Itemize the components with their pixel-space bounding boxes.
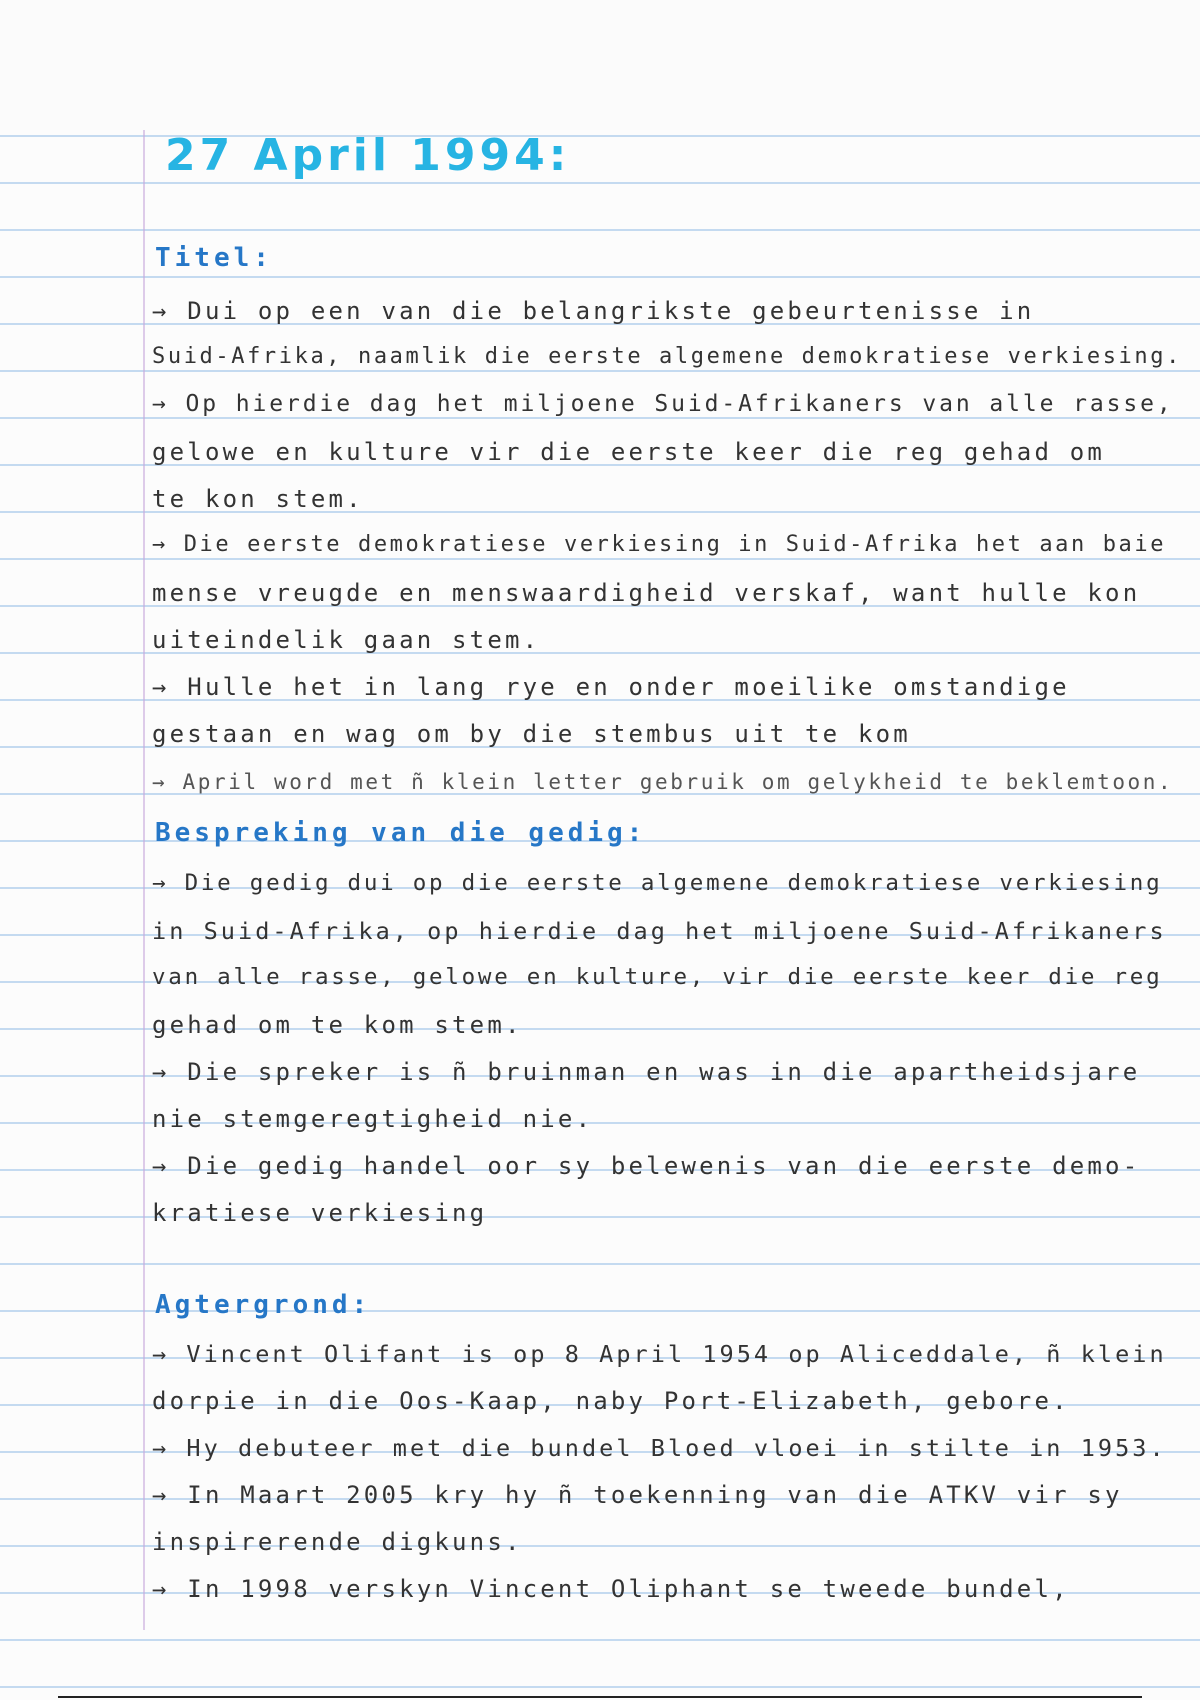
text-line: → In Maart 2005 kry hy ñ toekenning van die ATKV vir sy [152, 1481, 1123, 1509]
text-line: gehad om te kom stem. [152, 1011, 523, 1039]
text-line: → Die gedig handel oor sy belewenis van die eerste demo- [152, 1152, 1141, 1180]
text-line: gestaan en wag om by die stembus uit te kom [152, 720, 911, 748]
text-line: → Die spreker is ñ bruinman en was in die apartheidsjare [152, 1058, 1141, 1086]
text-line: → April word met ñ klein letter gebruik om gelykheid te beklemtoon. [152, 770, 1174, 794]
text-line: → Vincent Olifant is op 8 April 1954 op Aliceddale, ñ klein [152, 1340, 1167, 1368]
text-line: → Die eerste demokratiese verkiesing in Suid-Afrika het aan baie [152, 532, 1167, 557]
text-line: kratiese verkiesing [152, 1199, 488, 1227]
text-line: → Op hierdie dag het miljoene Suid-Afrikaners van alle rasse, [152, 391, 1174, 417]
bottom-rule [58, 1696, 1142, 1698]
text-line: → Die gedig dui op die eerste algemene demokratiese verkiesing [152, 870, 1163, 896]
text-line: Suid-Afrika, naamlik die eerste algemene demokratiese verkiesing. [152, 344, 1182, 369]
text-line: te kon stem. [152, 485, 364, 513]
text-line: van alle rasse, gelowe en kulture, vir die eerste keer die reg [152, 964, 1163, 990]
text-line: uiteindelik gaan stem. [152, 626, 541, 654]
section-heading-bespreking: Bespreking van die gedig: [155, 818, 647, 848]
text-line: → Hulle het in lang rye en onder moeilike omstandige [152, 673, 1070, 701]
text-line: mense vreugde en menswaardigheid verskaf, want hulle kon [152, 579, 1141, 607]
text-line: inspirerende digkuns. [152, 1528, 523, 1556]
text-line: in Suid-Afrika, op hierdie dag het miljoene Suid-Afrikaners [152, 917, 1167, 945]
text-line: → In 1998 verskyn Vincent Oliphant se tweede bundel, [152, 1575, 1070, 1603]
text-line: nie stemgeregtigheid nie. [152, 1105, 594, 1133]
text-line: → Hy debuteer met die bundel Bloed vloei in stilte in 1953. [152, 1434, 1167, 1462]
text-line: dorpie in die Oos-Kaap, naby Port-Elizabeth, gebore. [152, 1387, 1070, 1415]
section-heading-titel: Titel: [155, 243, 273, 273]
text-line: gelowe en kulture vir die eerste keer die reg gehad om [152, 438, 1106, 466]
section-heading-agtergrond: Agtergrond: [155, 1290, 372, 1320]
margin-line [143, 130, 145, 1630]
text-line: → Dui op een van die belangrikste gebeurtenisse in [152, 297, 1035, 325]
date-heading: 27 April 1994: [165, 130, 571, 181]
